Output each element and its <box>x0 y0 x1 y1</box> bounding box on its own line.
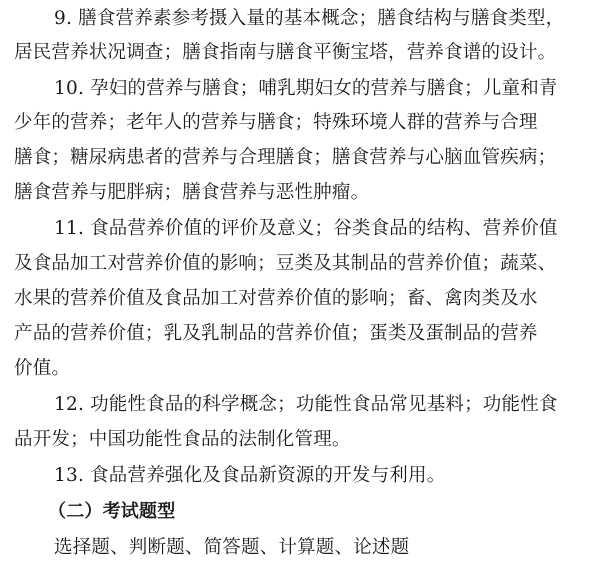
item-11-line-5: 价值。 <box>14 358 71 379</box>
exam-types-list: 选择题、判断题、简答题、计算题、论述题 <box>54 537 410 558</box>
item-10-line-3: 膳食；糖尿病患者的营养与合理膳食；膳食营养与心脑血管疾病； <box>14 147 557 168</box>
item-12-line-2: 品开发；中国功能性食品的法制化管理。 <box>14 429 351 450</box>
item-9-line-1: 9. 膳食营养素参考摄入量的基本概念；膳食结构与膳食类型， <box>54 8 565 29</box>
item-11-line-2: 及食品加工对营养价值的影响；豆类及其制品的营养价值；蔬菜、 <box>14 253 557 274</box>
item-11-line-3: 水果的营养价值及食品加工对营养价值的影响；畜、禽肉类及水 <box>14 288 538 309</box>
item-13-line-1: 13. 食品营养强化及食品新资源的开发与利用。 <box>54 465 446 486</box>
item-10-line-2: 少年的营养；老年人的营养与膳食；特殊环境人群的营养与合理 <box>14 112 538 133</box>
item-10-line-4: 膳食营养与肥胖病；膳食营养与恶性肿瘤。 <box>14 182 370 203</box>
item-11-line-1: 11. 食品营养价值的评价及意义；谷类食品的结构、营养价值 <box>54 218 558 239</box>
item-11-line-4: 产品的营养价值；乳及乳制品的营养价值；蛋类及蛋制品的营养 <box>14 323 538 344</box>
item-12-line-1: 12. 功能性食品的科学概念；功能性食品常见基料；功能性食 <box>54 394 558 415</box>
item-10-line-1: 10. 孕妇的营养与膳食；哺乳期妇女的营养与膳食；儿童和青 <box>54 78 558 99</box>
item-9-line-2: 居民营养状况调查；膳食指南与膳食平衡宝塔，营养食谱的设计。 <box>14 42 557 63</box>
section-heading-exam-types: （二）考试题型 <box>48 501 176 522</box>
